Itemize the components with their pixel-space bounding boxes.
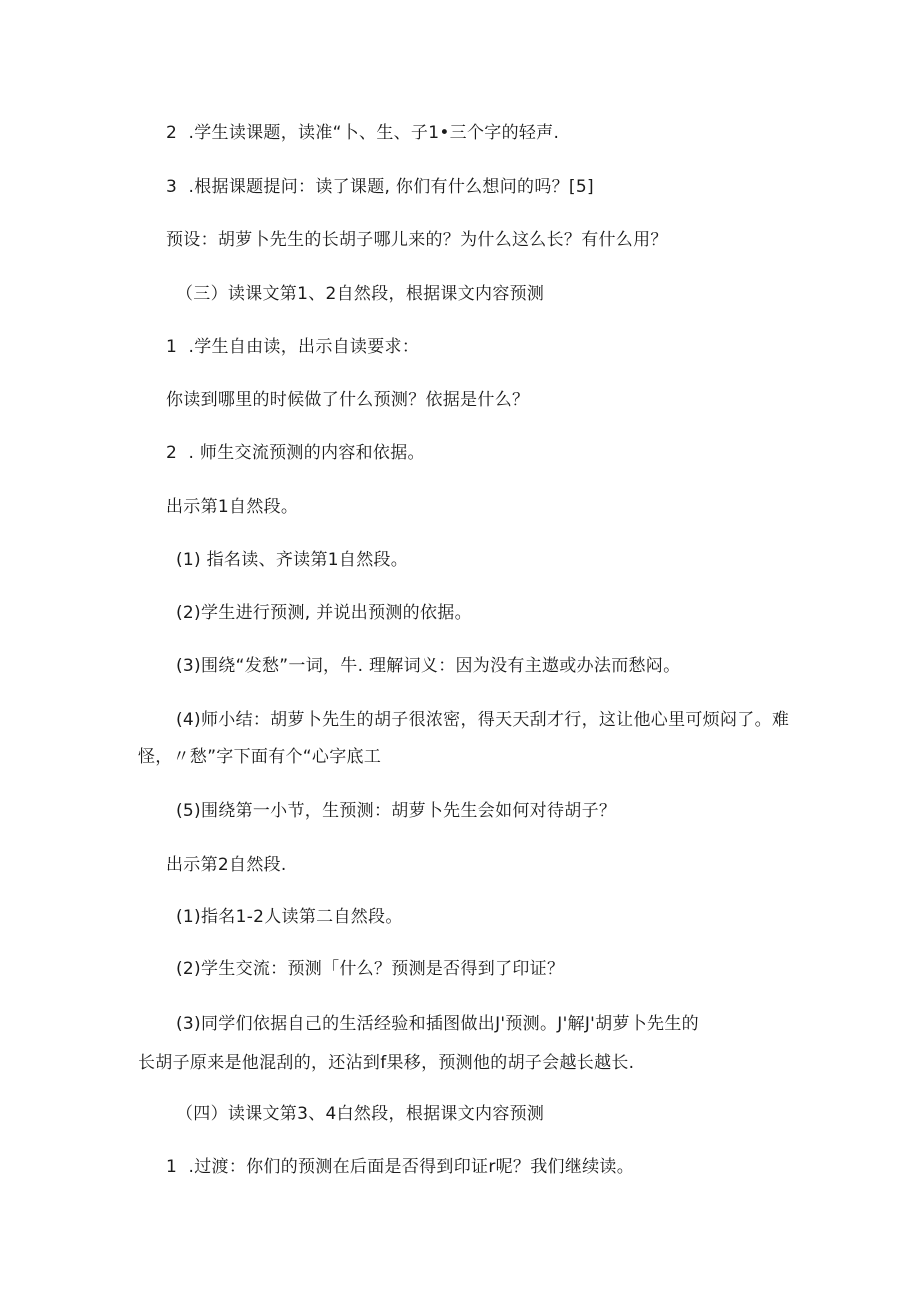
text-line: (5)围绕第一小节，生预测：胡萝卜先生会如何对待胡子？ (176, 801, 617, 821)
text-line: 3 .根据课题提问：读了课题, 你们有什么想问的吗？[5] (166, 177, 594, 197)
text-line: (3)同学们依据自己的生活经验和插图做出J'预测。J'解J'胡萝卜先生的 (176, 1014, 699, 1034)
text-line: (3)围绕“发愁”一词，牛. 理解词义：因为没有主遨或办法而愁闷。 (176, 656, 681, 676)
text-line: (1)指名1-2人读第二自然段。 (176, 907, 403, 927)
text-line: 长胡子原来是他混刮的，还沾到f果移，预测他的胡子会越长越长. (138, 1053, 635, 1073)
section-heading: （三）读课文第1、2自然段，根据课文内容预测 (176, 284, 545, 304)
text-line: 怪，〃愁”字下面有个“心字底工 (138, 747, 382, 767)
section-heading: （四）读课文第3、4白然段，根据课文内容预测 (176, 1104, 545, 1124)
text-line: 2 . 师生交流预测的内容和依据。 (166, 443, 425, 463)
text-line: 出示第1自然段。 (166, 497, 299, 517)
text-line: 你读到哪里的时候做了什么预测？依据是什么？ (166, 390, 530, 410)
text-line: 预设：胡萝卜先生的长胡子哪儿来的？为什么这么长？有什么用？ (166, 230, 668, 250)
text-line: 2 .学生读课题，读准“卜、生、子1•三个字的轻声. (166, 123, 560, 143)
text-line: 出示第2自然段. (166, 855, 287, 875)
text-line: (2)学生进行预测, 并说出预测的依据。 (176, 603, 472, 623)
text-line: 1 .学生自由读，出示自读要求： (166, 337, 420, 357)
text-line: 1 .过渡：你们的预测在后面是否得到印证r呢？我们继续读。 (166, 1157, 635, 1177)
text-line: (2)学生交流：预测「什么？预测是否得到了印证？ (176, 959, 565, 979)
text-line: (4)师小结：胡萝卜先生的胡子很浓密，得天天刮才行，这让他心里可烦闷了。难 (176, 710, 790, 730)
text-line: (1) 指名读、齐读第1自然段。 (176, 550, 409, 570)
